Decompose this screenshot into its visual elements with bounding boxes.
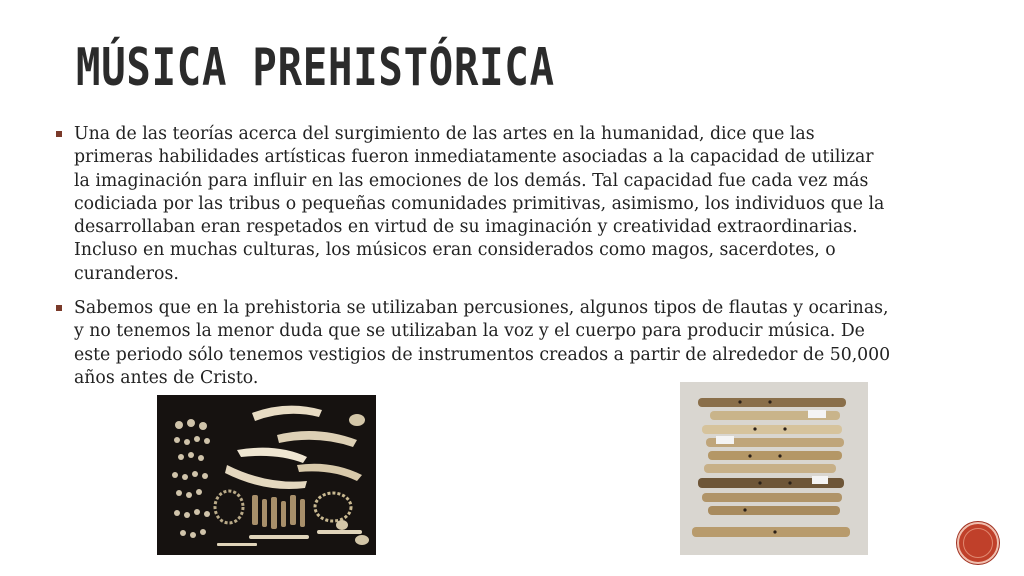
slide-title: MÚSICA PREHISTÓRICA (76, 38, 555, 98)
bullet-square-icon (56, 305, 62, 311)
slide-number-badge (957, 522, 999, 564)
bullet-text: Una de las teorías acerca del surgimiento de las artes en la humanidad, dice que las primeras habilidades artísticas fueron inmediatamente asociadas a la capacidad de utilizar la imaginación para influir en las emociones de los demás. Tal capacidad fue cada vez más codiciada por las tribus o pequeñas comunidades primitivas, asimismo, los individuos que la desarrollaban eran respetados en virtud de su imaginación y creatividad extraordinarias. Incluso en muchas culturas, los músicos eran considerados como magos, sacerdotes, o curanderos. (74, 124, 885, 284)
bullet-item (56, 297, 891, 390)
bullet-square-icon (56, 131, 62, 137)
artifacts-image (157, 395, 376, 555)
bullet-item (56, 123, 891, 286)
slide-body (56, 123, 891, 401)
bullet-text: Sabemos que en la prehistoria se utilizaban percusiones, algunos tipos de flautas y ocarinas, y no tenemos la menor duda que se utilizaban la voz y el cuerpo para producir música. De este periodo sólo tenemos vestigios de instrumentos creados a partir de alrededor de 50,000 años antes de Cristo. (74, 298, 891, 388)
bone-flutes-photo (680, 382, 868, 555)
badge-ring-icon (963, 528, 993, 558)
bone-flutes-image (680, 382, 868, 555)
artifacts-photo (157, 395, 376, 555)
